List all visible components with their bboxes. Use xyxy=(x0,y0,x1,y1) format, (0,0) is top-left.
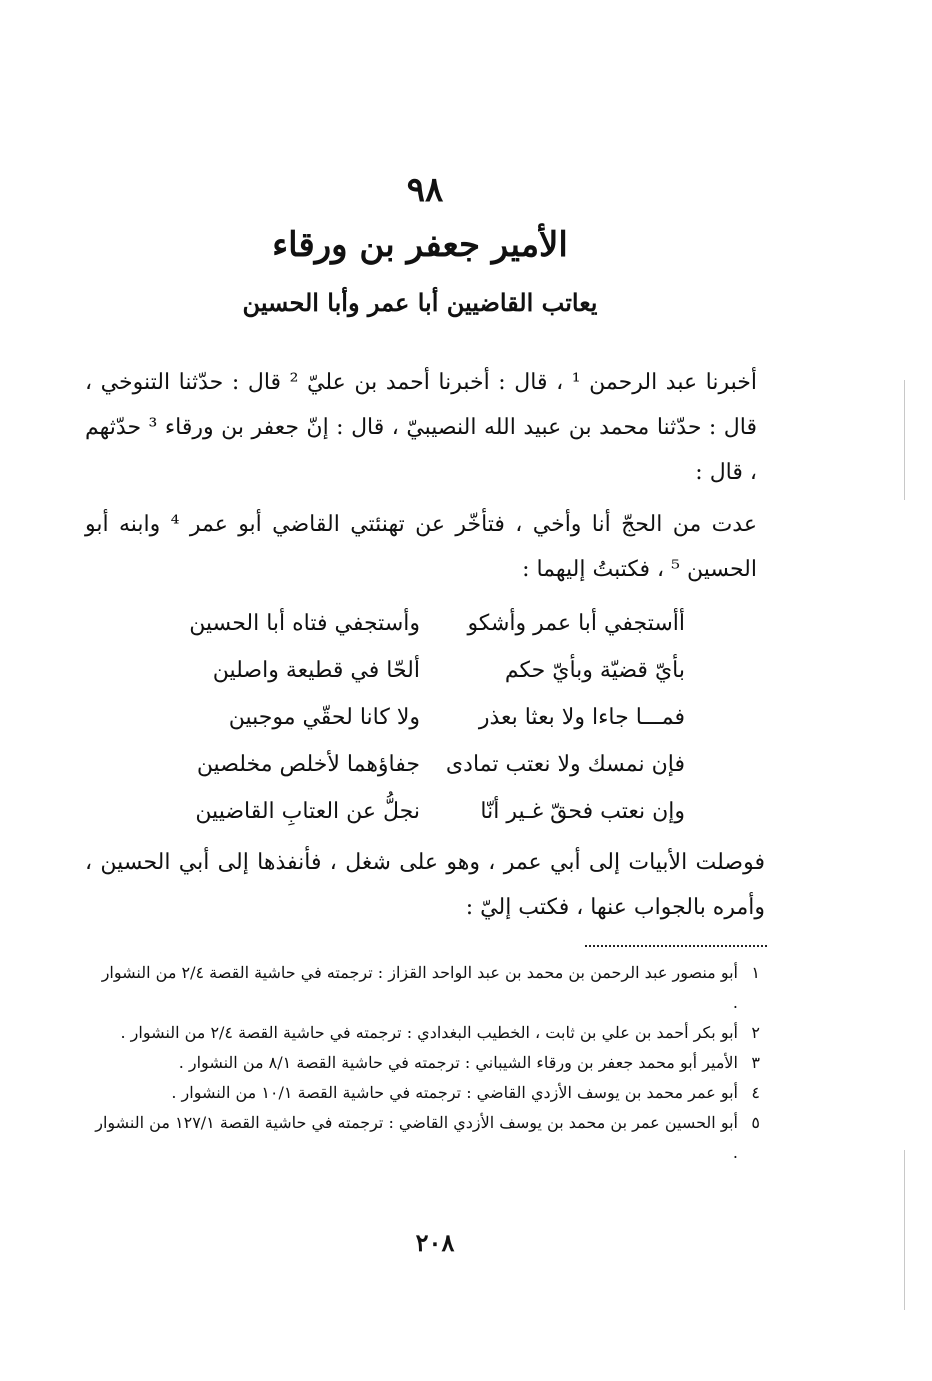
poem-verse xyxy=(170,694,685,741)
scan-margin-line xyxy=(904,1150,905,1310)
verse-second-hemistich: جفاؤهما لأخلص مخلصين xyxy=(196,752,420,777)
verse-first-hemistich: فإن نمسك ولا نعتب تمادى xyxy=(445,752,685,777)
paragraph-isnad: أخبرنا عبد الرحمن ¹ ، قال : أخبرنا أحمد بن عليّ ² قال : حدّثنا التنوخي ، قال : حدّثنا محمد بن عبيد الله النصيبيّ ، قال : إنّ جعفر بن ورقاء ³ حدّثهم ، قال : xyxy=(85,370,757,485)
story-subtitle: يعاتب القاضيين أبا عمر وأبا الحسين xyxy=(242,288,598,317)
page-number: ٢٠٨ xyxy=(415,1228,455,1257)
verse-second-hemistich: ولا كانا لحقّي موجبين xyxy=(228,705,420,730)
footnote-text: أبو عمر محمد بن يوسف الأزدي القاضي : ترجمته في حاشية القصة ١٠/١ من النشوار . xyxy=(171,1083,738,1102)
poem-verse xyxy=(170,647,685,694)
paragraph-continuation: فوصلت الأبيات إلى أبي عمر ، وهو على شغل ، فأنفذها إلى أبي الحسين ، وأمره بالجواب عنها ، فكتب إليّ : xyxy=(85,850,765,920)
footnote xyxy=(95,1078,760,1108)
footnote-number: ١ xyxy=(751,963,760,982)
verse-first-hemistich: وإن نعتب فحقّ غـير أنّا xyxy=(480,799,685,824)
footnote-number: ٤ xyxy=(751,1083,760,1102)
verse-second-hemistich: وأستجفي فتاه أبا الحسين xyxy=(189,611,420,636)
footnote xyxy=(95,1048,760,1078)
poem xyxy=(170,600,685,835)
footnote-text: الأمير أبو محمد جعفر بن ورقاء الشيباني : ترجمته في حاشية القصة ٨/١ من النشوار . xyxy=(178,1053,738,1072)
footnote xyxy=(95,1108,760,1168)
poem-verse xyxy=(170,788,685,835)
story-title: الأمير جعفر بن ورقاء xyxy=(272,225,568,265)
footnote-text: أبو الحسين عمر بن محمد بن يوسف الأزدي القاضي : ترجمته في حاشية القصة ١٢٧/١ من النشوار . xyxy=(95,1113,738,1162)
scan-margin-line xyxy=(904,380,905,500)
footnote-text: أبو بكر أحمد بن علي بن ثابت ، الخطيب البغدادي : ترجمته في حاشية القصة ٢/٤ من النشوار . xyxy=(120,1023,738,1042)
footnote-number: ٢ xyxy=(751,1023,760,1042)
story-number: ٩٨ xyxy=(406,170,444,210)
footnotes xyxy=(95,958,760,1168)
poem-verse xyxy=(170,600,685,647)
footnote xyxy=(95,1018,760,1048)
footnote-text: أبو منصور عبد الرحمن بن محمد بن عبد الواحد القزاز : ترجمته في حاشية القصة ٢/٤ من النشوار . xyxy=(101,963,738,1012)
footnote-number: ٣ xyxy=(751,1053,760,1072)
footnote xyxy=(95,958,760,1018)
footnote-separator xyxy=(585,945,767,947)
paragraph-narration: عدت من الحجّ أنا وأخي ، فتأخّر عن تهنئتي القاضي أبو عمر ⁴ وابنه أبو الحسين ⁵ ، فكتبتُ إليهما : xyxy=(85,512,757,582)
verse-first-hemistich: أأستجفي أبا عمر وأشكو xyxy=(467,611,685,636)
verse-first-hemistich: فمـــا جاءا ولا بعثا بعذر xyxy=(478,705,685,730)
verse-second-hemistich: نجلُّ عن العتابِ القاضيين xyxy=(195,799,420,824)
poem-verse xyxy=(170,741,685,788)
verse-first-hemistich: بأيّ قضيّة وبأيّ حكم xyxy=(504,658,685,683)
footnote-number: ٥ xyxy=(751,1113,760,1132)
verse-second-hemistich: ألحّا في قطيعة واصلين xyxy=(212,658,420,683)
